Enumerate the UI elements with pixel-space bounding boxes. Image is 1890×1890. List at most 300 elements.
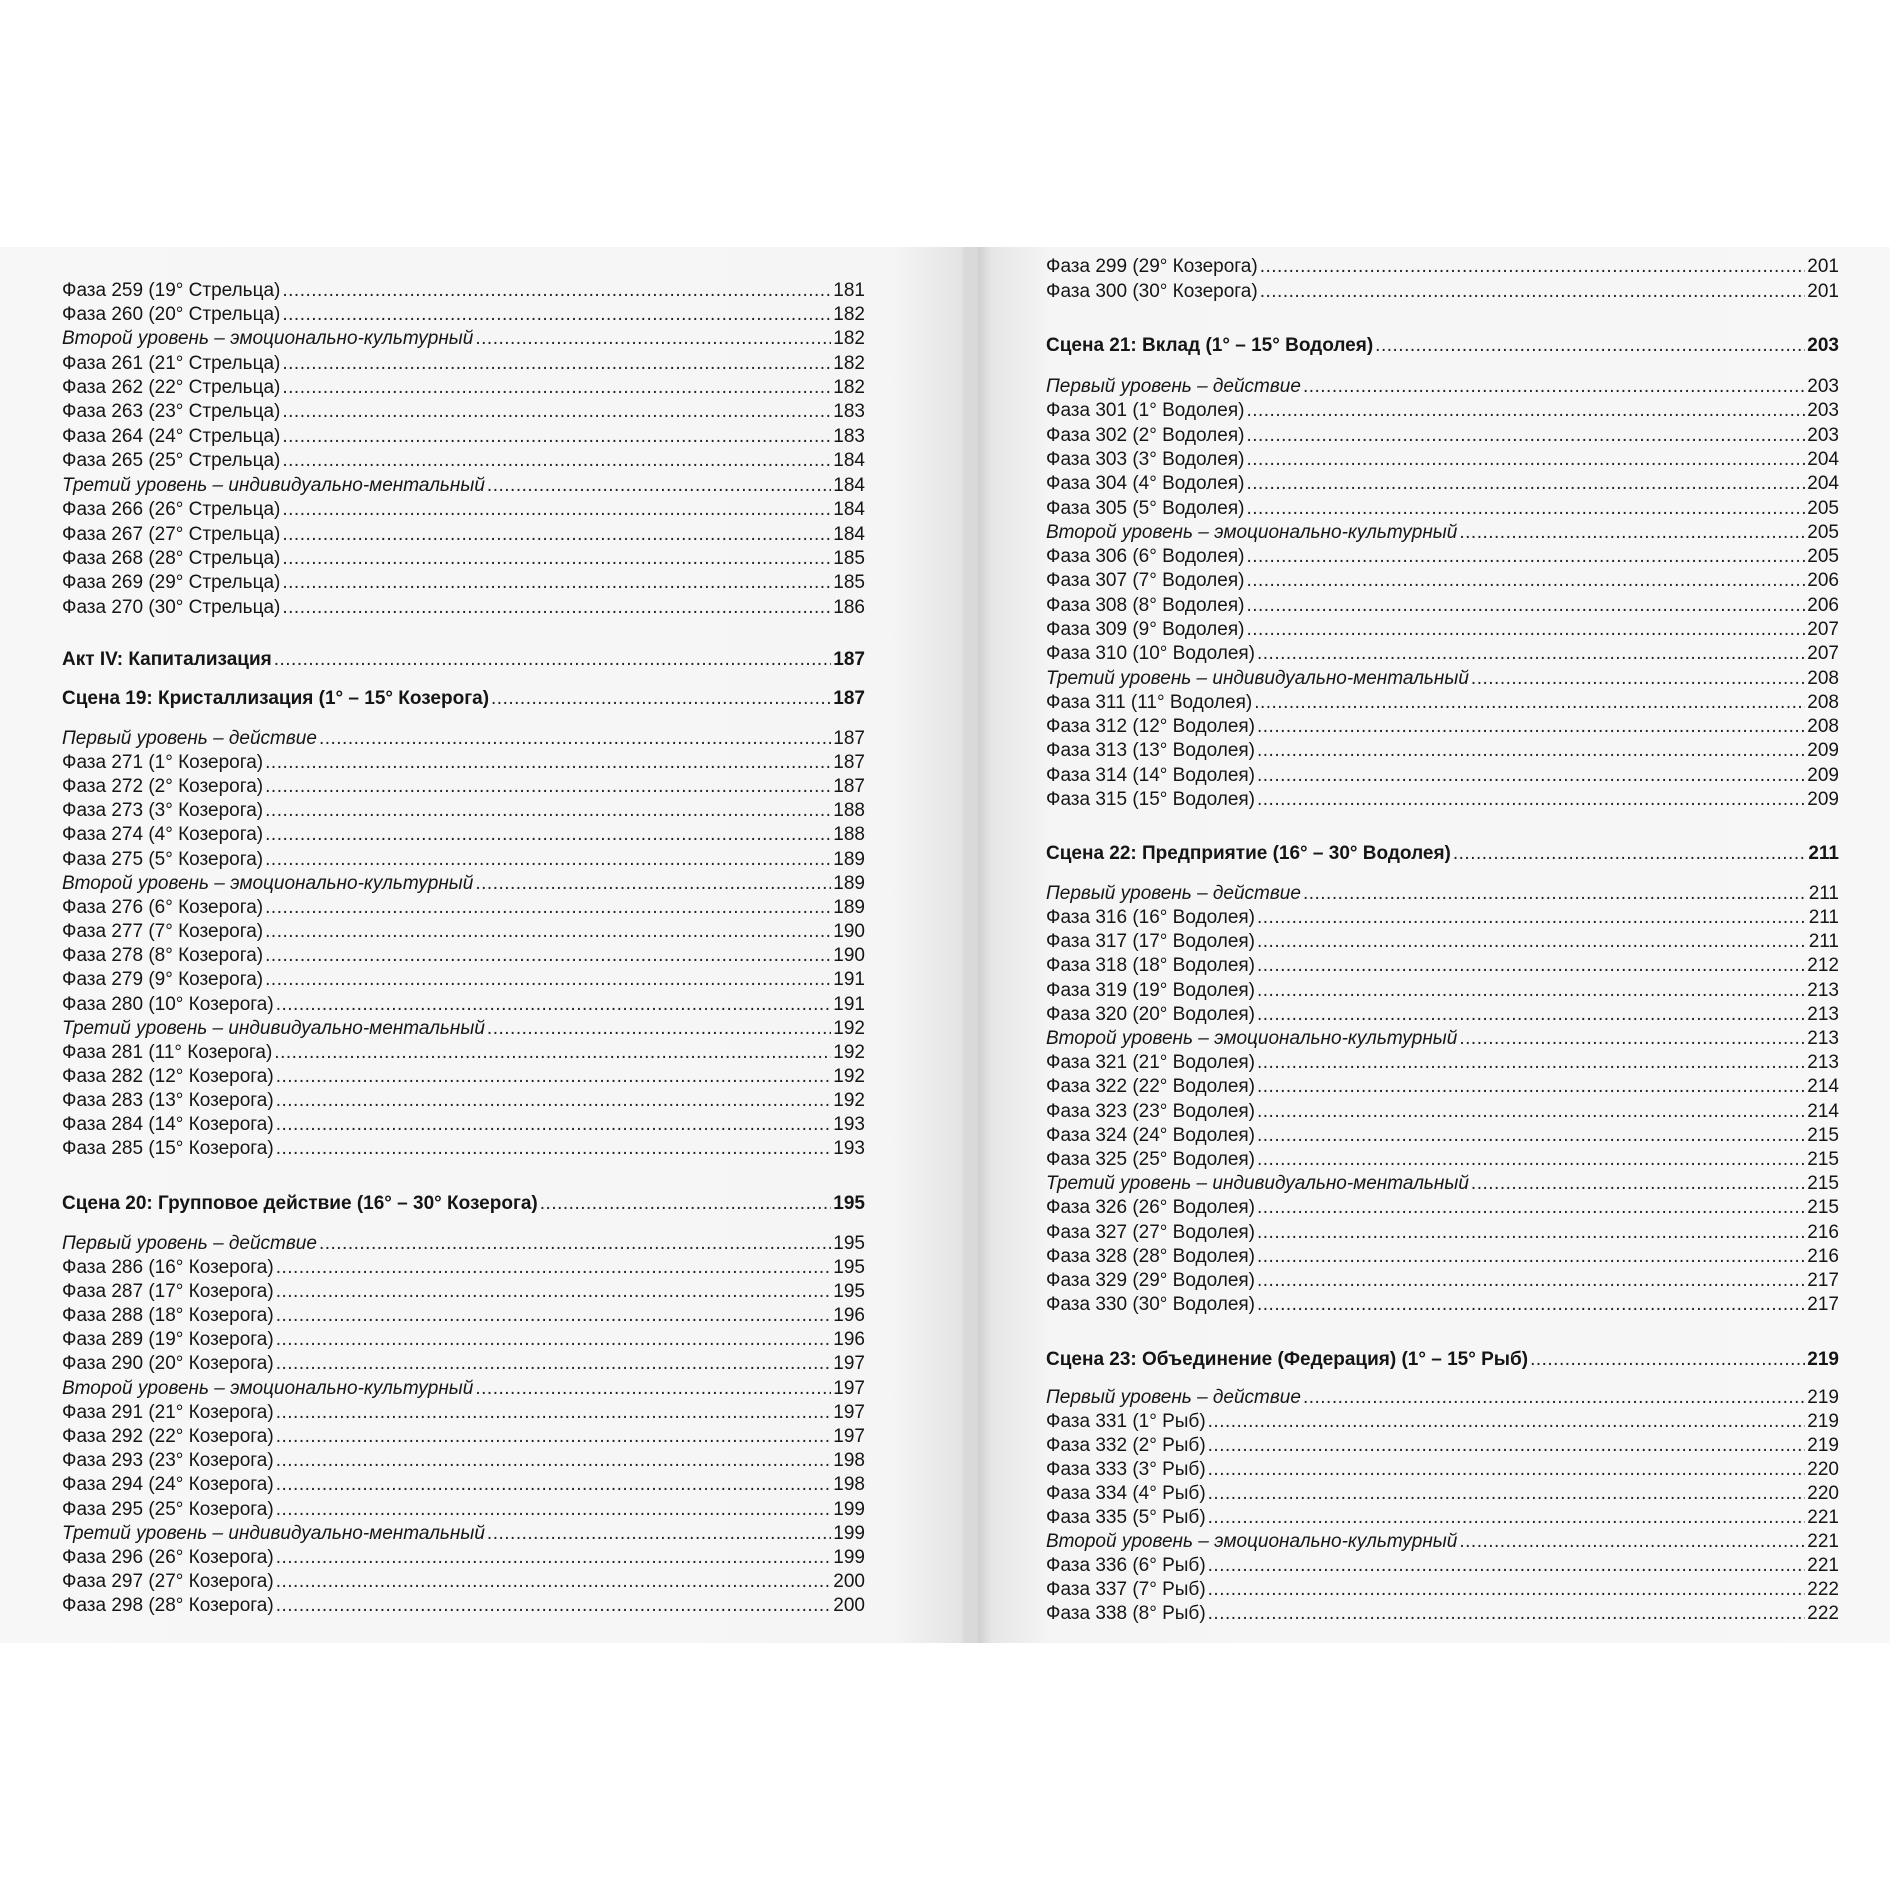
toc-entry-title: Фаза 260 (20° Стрельца) (62, 304, 281, 325)
toc-entry-title: Фаза 311 (11° Водолея) (1046, 692, 1253, 713)
toc-entry-title: Фаза 259 (19° Стрельца) (62, 280, 281, 301)
toc-entry-page: 201 (1807, 256, 1839, 277)
toc-entry-page: 188 (833, 824, 865, 845)
dot-leader (1257, 716, 1805, 738)
dot-leader (1246, 595, 1805, 617)
toc-entry (1046, 843, 1839, 867)
dot-leader (1208, 1555, 1806, 1577)
toc-entry (62, 1193, 865, 1217)
toc-entry (62, 1066, 865, 1090)
toc-entry (62, 280, 865, 304)
dot-leader (276, 1547, 832, 1569)
toc-entry-title: Фаза 331 (1° Рыб) (1046, 1411, 1206, 1432)
toc-entry-title: Фаза 275 (5° Козерога) (62, 849, 264, 870)
toc-entry-title: Фаза 326 (26° Водолея) (1046, 1197, 1255, 1218)
toc-entry-page: 215 (1807, 1149, 1839, 1170)
dot-leader (1303, 883, 1807, 905)
toc-entry-title: Фаза 318 (18° Водолея) (1046, 955, 1255, 976)
dot-leader (274, 649, 832, 671)
toc-entry-title: Фаза 307 (7° Водолея) (1046, 570, 1245, 591)
toc-entry-title: Фаза 291 (21° Козерога) (62, 1402, 274, 1423)
dot-leader (319, 728, 831, 750)
toc-entry (62, 597, 865, 621)
toc-entry (1046, 1531, 1839, 1555)
dot-leader (282, 450, 831, 472)
toc-entry (62, 1114, 865, 1138)
toc-entry-title: Фаза 274 (4° Козерога) (62, 824, 264, 845)
toc-entry-title: Фаза 334 (4° Рыб) (1046, 1483, 1206, 1504)
dot-leader (1375, 335, 1805, 357)
toc-entry (62, 688, 865, 712)
toc-entry (1046, 907, 1839, 931)
toc-entry-page: 186 (833, 597, 865, 618)
dot-leader (276, 1329, 832, 1351)
toc-entry-page: 222 (1807, 1579, 1839, 1600)
toc-entry-title: Фаза 279 (9° Козерога) (62, 969, 264, 990)
toc-entry (62, 873, 865, 897)
toc-entry-title: Фаза 338 (8° Рыб) (1046, 1603, 1206, 1624)
dot-leader (276, 1305, 832, 1327)
dot-leader (276, 1426, 832, 1448)
toc-entry (62, 1474, 865, 1498)
toc-entry (62, 1426, 865, 1450)
toc-entry-page: 198 (833, 1450, 865, 1471)
toc-entry-title: Фаза 284 (14° Козерога) (62, 1114, 274, 1135)
toc-entry-page: 209 (1807, 765, 1839, 786)
toc-entry (62, 524, 865, 548)
toc-entry (1046, 789, 1839, 813)
toc-entry-page: 205 (1807, 522, 1839, 543)
toc-entry (62, 353, 865, 377)
toc-entry-page: 213 (1807, 1004, 1839, 1025)
toc-entry-page: 190 (833, 921, 865, 942)
toc-entry (62, 945, 865, 969)
toc-entry-title: Фаза 321 (21° Водолея) (1046, 1052, 1255, 1073)
toc-entry (62, 728, 865, 752)
dot-leader (274, 1042, 831, 1064)
dot-leader (265, 969, 831, 991)
toc-entry-page: 198 (833, 1474, 865, 1495)
dot-leader (265, 849, 831, 871)
toc-entry-title: Третий уровень – индивидуально-ментальный (62, 1523, 485, 1544)
dot-leader (265, 752, 831, 774)
dot-leader (276, 1257, 832, 1279)
toc-entry (1046, 619, 1839, 643)
toc-entry-page: 216 (1807, 1246, 1839, 1267)
toc-entry-title: Фаза 312 (12° Водолея) (1046, 716, 1255, 737)
toc-entry-title: Сцена 21: Вклад (1° – 15° Водолея) (1046, 335, 1374, 356)
dot-leader (282, 548, 831, 570)
dot-leader (475, 328, 831, 350)
toc-entry (62, 1571, 865, 1595)
toc-entry (62, 1595, 865, 1619)
toc-entry-title: Фаза 329 (29° Водолея) (1046, 1270, 1255, 1291)
dot-leader (1208, 1435, 1806, 1457)
toc-entry-page: 197 (833, 1353, 865, 1374)
toc-entry-title: Сцена 23: Объединение (Федерация) (1° – 15° Рыб) (1046, 1349, 1529, 1370)
dot-leader (1246, 570, 1805, 592)
toc-entry-page: 213 (1807, 1028, 1839, 1049)
toc-entry-page: 219 (1807, 1349, 1839, 1370)
toc-entry (62, 572, 865, 596)
toc-entry-title: Второй уровень – эмоционально-культурный (1046, 522, 1458, 543)
toc-entry-page: 220 (1807, 1459, 1839, 1480)
toc-entry (1046, 1052, 1839, 1076)
dot-leader (1257, 1270, 1805, 1292)
dot-leader (276, 994, 832, 1016)
toc-entry (1046, 522, 1839, 546)
toc-entry (1046, 1435, 1839, 1459)
toc-entry-title: Фаза 325 (25° Водолея) (1046, 1149, 1255, 1170)
toc-entry (1046, 1246, 1839, 1270)
toc-entry (62, 1378, 865, 1402)
toc-entry-page: 195 (833, 1281, 865, 1302)
toc-entry-page: 214 (1807, 1076, 1839, 1097)
toc-entry (62, 450, 865, 474)
toc-entry (1046, 281, 1839, 305)
toc-entry-title: Фаза 290 (20° Козерога) (62, 1353, 274, 1374)
toc-entry (1046, 473, 1839, 497)
dot-leader (1257, 1197, 1805, 1219)
toc-entry-page: 215 (1807, 1197, 1839, 1218)
toc-entry (1046, 980, 1839, 1004)
toc-entry-title: Фаза 280 (10° Козерога) (62, 994, 274, 1015)
dot-leader (276, 1281, 832, 1303)
toc-entry-title: Фаза 269 (29° Стрельца) (62, 572, 281, 593)
toc-entry-title: Фаза 273 (3° Козерога) (62, 800, 264, 821)
toc-entry-title: Фаза 289 (19° Козерога) (62, 1329, 274, 1350)
toc-entry-page: 187 (833, 688, 865, 709)
toc-entry-page: 222 (1807, 1603, 1839, 1624)
dot-leader (1471, 668, 1805, 690)
toc-entry (62, 499, 865, 523)
dot-leader (475, 873, 831, 895)
toc-entry-page: 187 (833, 728, 865, 749)
toc-entry-title: Второй уровень – эмоционально-культурный (62, 328, 474, 349)
toc-entry-page: 215 (1807, 1125, 1839, 1146)
toc-entry-title: Фаза 278 (8° Козерога) (62, 945, 264, 966)
toc-entry (62, 849, 865, 873)
dot-leader (540, 1193, 832, 1215)
toc-entry (1046, 1125, 1839, 1149)
toc-entry (62, 1042, 865, 1066)
dot-leader (282, 401, 831, 423)
dot-leader (265, 800, 831, 822)
toc-entry (62, 1499, 865, 1523)
toc-entry-page: 192 (833, 1018, 865, 1039)
dot-leader (1257, 1149, 1805, 1171)
toc-entry-title: Третий уровень – индивидуально-ментальный (62, 1018, 485, 1039)
toc-entry-page: 182 (833, 304, 865, 325)
toc-entry (1046, 1349, 1839, 1373)
toc-entry-page: 209 (1807, 740, 1839, 761)
toc-entry (1046, 692, 1839, 716)
toc-entry (1046, 668, 1839, 692)
dot-leader (1257, 1004, 1805, 1026)
toc-entry-title: Фаза 272 (2° Козерога) (62, 776, 264, 797)
toc-entry (62, 1281, 865, 1305)
toc-entry-title: Фаза 332 (2° Рыб) (1046, 1435, 1206, 1456)
toc-entry-title: Фаза 267 (27° Стрельца) (62, 524, 281, 545)
dot-leader (1303, 376, 1805, 398)
toc-entry (62, 776, 865, 800)
dot-leader (1260, 256, 1806, 278)
toc-entry-page: 183 (833, 426, 865, 447)
dot-leader (282, 280, 831, 302)
toc-entry-page: 195 (833, 1193, 865, 1214)
toc-entry (62, 328, 865, 352)
toc-entry-page: 185 (833, 548, 865, 569)
toc-entry-page: 205 (1807, 546, 1839, 567)
dot-leader (265, 921, 831, 943)
toc-entry-title: Сцена 22: Предприятие (16° – 30° Водолея) (1046, 843, 1451, 864)
toc-entry-page: 205 (1807, 498, 1839, 519)
toc-entry-title: Второй уровень – эмоционально-культурный (62, 1378, 474, 1399)
toc-entry (1046, 643, 1839, 667)
dot-leader (487, 475, 831, 497)
toc-entry-page: 220 (1807, 1483, 1839, 1504)
toc-entry-page: 203 (1807, 335, 1839, 356)
toc-entry-page: 206 (1807, 595, 1839, 616)
toc-entry-page: 189 (833, 873, 865, 894)
toc-entry (1046, 765, 1839, 789)
left-page (0, 247, 970, 1643)
toc-entry-page: 197 (833, 1402, 865, 1423)
toc-entry-title: Акт IV: Капитализация (62, 649, 272, 670)
toc-entry (1046, 1603, 1839, 1627)
dot-leader (1257, 931, 1807, 953)
dot-leader (1257, 1222, 1805, 1244)
toc-entry-page: 195 (833, 1257, 865, 1278)
toc-entry-title: Фаза 314 (14° Водолея) (1046, 765, 1255, 786)
toc-entry-page: 211 (1808, 931, 1839, 952)
dot-leader (276, 1571, 832, 1593)
toc-entry-page: 211 (1808, 883, 1839, 904)
toc-entry-page: 193 (833, 1138, 865, 1159)
toc-entry (1046, 1387, 1839, 1411)
toc-entry (62, 1018, 865, 1042)
toc-entry-title: Фаза 303 (3° Водолея) (1046, 449, 1245, 470)
toc-entry (62, 752, 865, 776)
toc-entry-title: Третий уровень – индивидуально-ментальный (1046, 1173, 1469, 1194)
toc-entry-title: Фаза 319 (19° Водолея) (1046, 980, 1255, 1001)
toc-entry-page: 211 (1808, 843, 1839, 864)
toc-entry-page: 189 (833, 849, 865, 870)
dot-leader (282, 377, 831, 399)
toc-entry-title: Фаза 271 (1° Козерога) (62, 752, 264, 773)
toc-entry-page: 200 (833, 1595, 865, 1616)
dot-leader (276, 1353, 832, 1375)
toc-entry-page: 197 (833, 1378, 865, 1399)
toc-entry (62, 1138, 865, 1162)
dot-leader (276, 1090, 832, 1112)
dot-leader (276, 1450, 832, 1472)
dot-leader (1254, 692, 1805, 714)
toc-entry-title: Фаза 315 (15° Водолея) (1046, 789, 1255, 810)
toc-entry-title: Второй уровень – эмоционально-культурный (62, 873, 474, 894)
toc-entry (1046, 1004, 1839, 1028)
toc-entry (1046, 883, 1839, 907)
dot-leader (276, 1474, 832, 1496)
toc-entry (1046, 546, 1839, 570)
toc-entry-page: 191 (833, 969, 865, 990)
toc-entry-page: 197 (833, 1426, 865, 1447)
toc-entry (1046, 256, 1839, 280)
toc-entry-page: 206 (1807, 570, 1839, 591)
toc-entry-title: Фаза 265 (25° Стрельца) (62, 450, 281, 471)
toc-entry (1046, 1411, 1839, 1435)
toc-entry-page: 217 (1807, 1270, 1839, 1291)
toc-entry-page: 199 (833, 1499, 865, 1520)
toc-entry-page: 192 (833, 1042, 865, 1063)
toc-entry (62, 1329, 865, 1353)
toc-entry-page: 199 (833, 1547, 865, 1568)
toc-entry (62, 1233, 865, 1257)
toc-entry-title: Второй уровень – эмоционально-культурный (1046, 1531, 1458, 1552)
toc-entry-page: 203 (1807, 400, 1839, 421)
dot-leader (1208, 1459, 1806, 1481)
dot-leader (1257, 1246, 1805, 1268)
toc-entry (62, 377, 865, 401)
toc-entry (1046, 425, 1839, 449)
toc-entry-title: Сцена 20: Групповое действие (16° – 30° Козерога) (62, 1193, 538, 1214)
dot-leader (319, 1233, 831, 1255)
toc-entry (1046, 1149, 1839, 1173)
toc-entry-title: Фаза 292 (22° Козерога) (62, 1426, 274, 1447)
dot-leader (1257, 907, 1807, 929)
toc-entry-title: Фаза 310 (10° Водолея) (1046, 643, 1255, 664)
dot-leader (276, 1499, 832, 1521)
toc-entry-title: Фаза 324 (24° Водолея) (1046, 1125, 1255, 1146)
toc-entry-title: Фаза 317 (17° Водолея) (1046, 931, 1255, 952)
toc-entry-title: Первый уровень – действие (62, 728, 317, 749)
dot-leader (1246, 473, 1805, 495)
toc-entry (1046, 400, 1839, 424)
dot-leader (1453, 843, 1806, 865)
toc-entry-page: 181 (833, 280, 865, 301)
toc-entry (1046, 1459, 1839, 1483)
dot-leader (265, 776, 831, 798)
dot-leader (276, 1066, 832, 1088)
toc-entry-title: Фаза 308 (8° Водолея) (1046, 595, 1245, 616)
right-page (978, 247, 1890, 1643)
toc-entry-title: Фаза 288 (18° Козерога) (62, 1305, 274, 1326)
toc-entry-page: 221 (1807, 1531, 1839, 1552)
toc-entry-title: Фаза 327 (27° Водолея) (1046, 1222, 1255, 1243)
toc-entry-title: Фаза 286 (16° Козерога) (62, 1257, 274, 1278)
toc-entry (1046, 335, 1839, 359)
dot-leader (1257, 1101, 1805, 1123)
dot-leader (282, 304, 831, 326)
dot-leader (1257, 1052, 1805, 1074)
toc-entry (1046, 1028, 1839, 1052)
toc-entry-page: 208 (1807, 716, 1839, 737)
toc-entry-title: Фаза 322 (22° Водолея) (1046, 1076, 1255, 1097)
toc-entry-title: Фаза 283 (13° Козерога) (62, 1090, 274, 1111)
toc-entry-title: Фаза 295 (25° Козерога) (62, 1499, 274, 1520)
toc-entry-page: 185 (833, 572, 865, 593)
dot-leader (282, 499, 831, 521)
toc-entry-page: 196 (833, 1329, 865, 1350)
toc-entry-page: 214 (1807, 1101, 1839, 1122)
toc-entry-page: 182 (833, 328, 865, 349)
toc-entry-page: 207 (1807, 643, 1839, 664)
toc-entry (1046, 449, 1839, 473)
dot-leader (265, 945, 831, 967)
toc-entry-title: Фаза 305 (5° Водолея) (1046, 498, 1245, 519)
toc-entry-page: 190 (833, 945, 865, 966)
toc-entry (1046, 1173, 1839, 1197)
toc-entry-title: Фаза 293 (23° Козерога) (62, 1450, 274, 1471)
dot-leader (1257, 643, 1805, 665)
dot-leader (1459, 1531, 1805, 1553)
dot-leader (1459, 522, 1805, 544)
dot-leader (475, 1378, 831, 1400)
toc-entry (62, 1402, 865, 1426)
toc-entry-title: Первый уровень – действие (1046, 1387, 1301, 1408)
dot-leader (487, 1523, 831, 1545)
toc-entry-page: 187 (833, 752, 865, 773)
toc-entry-page: 217 (1807, 1294, 1839, 1315)
dot-leader (1257, 740, 1805, 762)
dot-leader (276, 1595, 832, 1617)
toc-entry-title: Фаза 301 (1° Водолея) (1046, 400, 1245, 421)
toc-entry-title: Фаза 298 (28° Козерога) (62, 1595, 274, 1616)
dot-leader (487, 1018, 831, 1040)
toc-entry-title: Фаза 262 (22° Стрельца) (62, 377, 281, 398)
toc-entry-page: 221 (1807, 1507, 1839, 1528)
dot-leader (1257, 765, 1805, 787)
toc-entry (62, 994, 865, 1018)
toc-entry-page: 213 (1807, 1052, 1839, 1073)
dot-leader (1257, 789, 1805, 811)
dot-leader (1260, 281, 1806, 303)
toc-entry-page: 203 (1807, 376, 1839, 397)
toc-entry-page: 196 (833, 1305, 865, 1326)
toc-entry-page: 204 (1807, 473, 1839, 494)
toc-entry-page: 219 (1807, 1411, 1839, 1432)
toc-entry-title: Фаза 328 (28° Водолея) (1046, 1246, 1255, 1267)
toc-entry (62, 1353, 865, 1377)
toc-entry-title: Фаза 266 (26° Стрельца) (62, 499, 281, 520)
dot-leader (276, 1114, 832, 1136)
dot-leader (282, 572, 831, 594)
toc-entry-page: 204 (1807, 449, 1839, 470)
toc-entry-title: Фаза 306 (6° Водолея) (1046, 546, 1245, 567)
dot-leader (491, 688, 831, 710)
toc-entry-title: Фаза 296 (26° Козерога) (62, 1547, 274, 1568)
dot-leader (265, 824, 831, 846)
dot-leader (1246, 546, 1805, 568)
toc-entry-page: 182 (833, 377, 865, 398)
toc-entry-title: Фаза 281 (11° Козерога) (62, 1042, 273, 1063)
toc-entry (62, 1523, 865, 1547)
toc-entry-title: Фаза 285 (15° Козерога) (62, 1138, 274, 1159)
toc-entry-title: Фаза 297 (27° Козерога) (62, 1571, 274, 1592)
toc-entry (62, 475, 865, 499)
toc-entry (1046, 595, 1839, 619)
toc-entry-title: Второй уровень – эмоционально-культурный (1046, 1028, 1458, 1049)
toc-entry-title: Фаза 264 (24° Стрельца) (62, 426, 281, 447)
toc-entry (1046, 1270, 1839, 1294)
toc-entry-page: 200 (833, 1571, 865, 1592)
toc-entry-title: Фаза 268 (28° Стрельца) (62, 548, 281, 569)
toc-entry-page: 215 (1807, 1173, 1839, 1194)
toc-entry (62, 897, 865, 921)
toc-entry-title: Фаза 270 (30° Стрельца) (62, 597, 281, 618)
dot-leader (1246, 449, 1805, 471)
toc-entry (62, 548, 865, 572)
